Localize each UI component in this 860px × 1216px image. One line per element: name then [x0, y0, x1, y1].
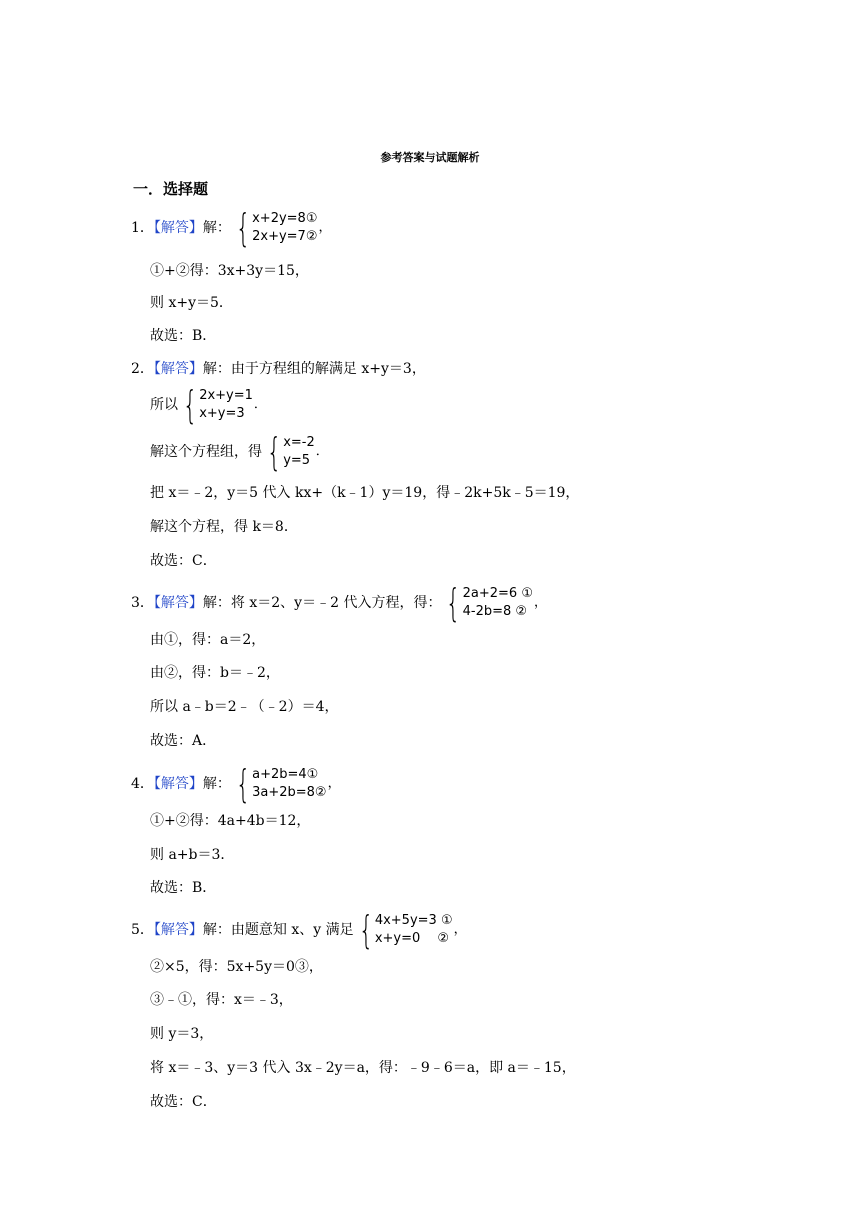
- q4-line-4: 故选：B．: [150, 880, 217, 896]
- q1-eq-2: 2x+y=7②: [252, 229, 318, 244]
- q3-intro: 解：将 x＝2、y＝﹣2 代入方程，得：: [202, 595, 442, 611]
- q3-answer-tag: 【解答】: [153, 595, 203, 611]
- q2-number: 2．: [131, 361, 154, 377]
- q4-intro: 解：: [202, 776, 231, 792]
- q4-line-1: [131, 762, 341, 806]
- q4-equation-system: { a+2b=4① 3a+2b=8② ，: [235, 762, 341, 806]
- q5-line-1: [131, 908, 467, 952]
- q3-equation-system: { 2a+2=6 ① 4-2b=8 ② ，: [446, 581, 548, 625]
- section-title: 一．选择题: [133, 180, 209, 198]
- q1-line-1: [131, 206, 332, 250]
- q5-line-4: 则 y＝3，: [150, 1026, 214, 1042]
- q3-line-4: 所以 a﹣b＝2﹣（﹣2）＝4，: [150, 699, 339, 715]
- q2-line-3: 解这个方程组，得 { x=-2 y=5 ．: [150, 430, 329, 474]
- q5-answer-tag: 【解答】: [153, 922, 203, 938]
- q3-line-2: 由①，得：a＝2，: [150, 632, 266, 648]
- q4-number: 4．: [131, 776, 154, 792]
- q5-equation-system: { 4x+5y=3 ① x+y=0 ② ，: [358, 908, 467, 952]
- q3-number: 3．: [131, 595, 154, 611]
- q4-answer-tag: 【解答】: [153, 776, 203, 792]
- q5-line-2: ②×5，得：5x+5y＝0③，: [150, 959, 323, 975]
- q2-line-6: 故选：C．: [150, 553, 217, 569]
- q5-line-6: 故选：C．: [150, 1094, 217, 1110]
- q4-line-3: 则 a+b＝3．: [150, 847, 235, 863]
- q2-solution-system: { x=-2 y=5 ．: [266, 430, 329, 474]
- q1-number: 1．: [131, 220, 154, 236]
- q1-equation-system: { x+2y=8① 2x+y=7② ，: [235, 206, 332, 250]
- q1-line-2: ①+②得：3x+3y＝15，: [150, 263, 309, 279]
- q1-line-4: 故选：B．: [150, 328, 217, 344]
- q2-line-1: [131, 359, 426, 379]
- q1-eq-1: x+2y=8①: [252, 211, 318, 226]
- q2-equation-system: { 2x+y=1 x+y=3 ．: [182, 383, 267, 427]
- q5-intro: 解：由题意知 x、y 满足: [202, 922, 354, 938]
- q2-answer-tag: 【解答】: [153, 361, 203, 377]
- q1-line-3: 则 x+y＝5．: [150, 295, 233, 311]
- q2-line-4: 把 x＝﹣2，y＝5 代入 kx+（k﹣1）y＝19，得﹣2k+5k﹣5＝19，: [150, 485, 580, 501]
- q5-line-3: ③﹣①，得：x＝﹣3，: [150, 992, 293, 1008]
- page-title: 参考答案与试题解析: [380, 151, 480, 164]
- q1-answer-tag: 【解答】: [153, 220, 203, 236]
- q3-line-1: [131, 581, 548, 625]
- q3-line-5: 故选：A．: [150, 733, 217, 749]
- q3-line-3: 由②，得：b＝﹣2，: [150, 665, 280, 681]
- q5-line-5: 将 x＝﹣3、y＝3 代入 3x﹣2y＝a，得：﹣9﹣6＝a，即 a＝﹣15，: [150, 1060, 576, 1076]
- q5-number: 5．: [131, 922, 154, 938]
- q2-line-5: 解这个方程，得 k＝8．: [150, 519, 298, 535]
- q2-intro: 解：由于方程组的解满足 x+y＝3，: [202, 361, 426, 377]
- q4-line-2: ①+②得：4a+4b＝12，: [150, 813, 311, 829]
- q1-intro: 解：: [202, 220, 231, 236]
- q2-line-2: 所以 { 2x+y=1 x+y=3 ．: [150, 383, 267, 427]
